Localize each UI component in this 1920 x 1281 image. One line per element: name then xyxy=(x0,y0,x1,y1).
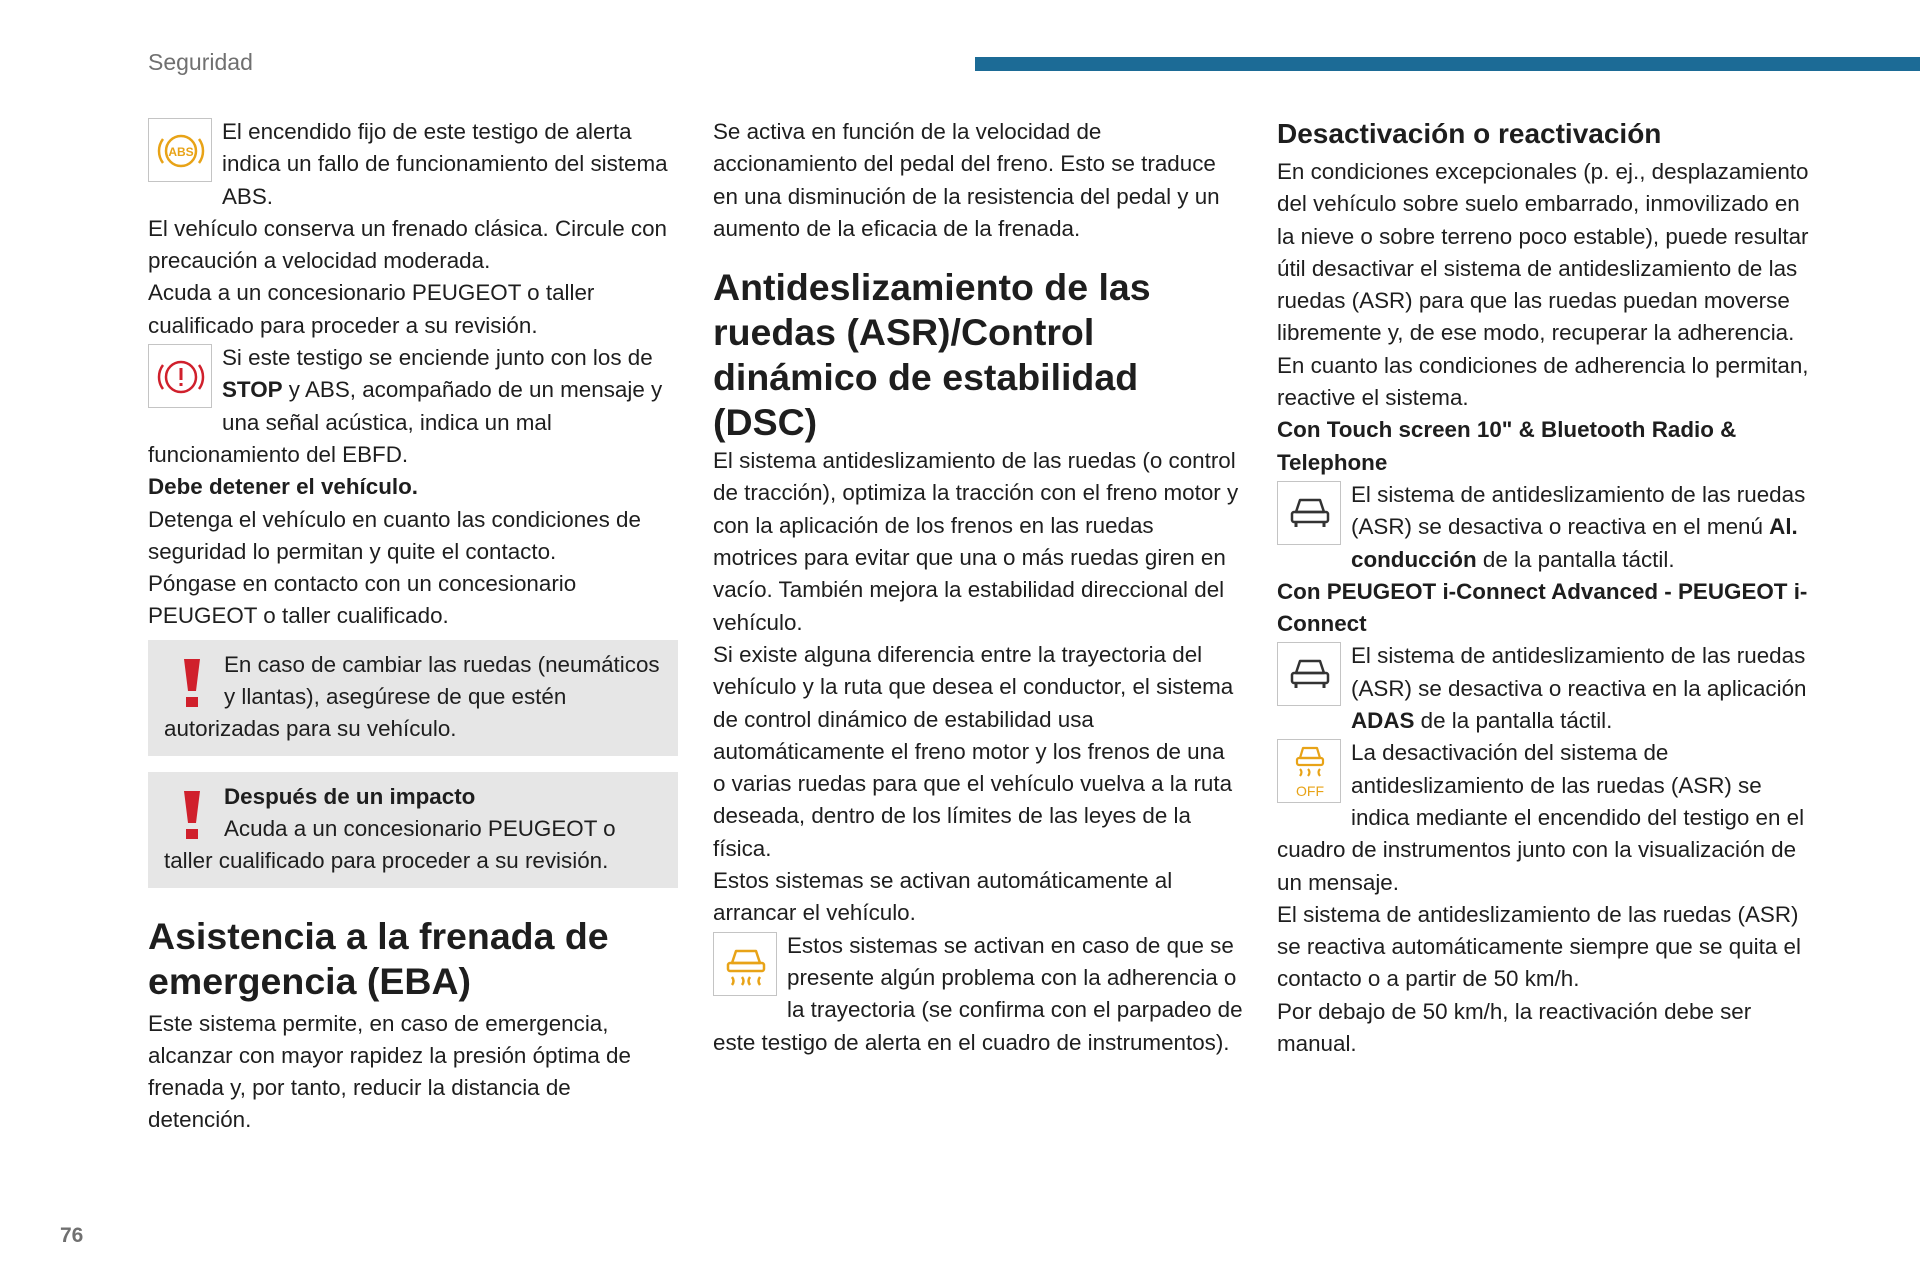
abs-paragraph-3: Acuda a un concesionario PEUGEOT o taller cualificado para proceder a su revisión. xyxy=(148,280,595,338)
touchscreen-subheading: Con Touch screen 10" & Bluetooth Radio & Telephone xyxy=(1277,417,1737,475)
header-accent-bar xyxy=(975,57,1920,71)
page-number: 76 xyxy=(60,1224,84,1247)
abs-paragraph-2: El vehículo conserva un frenado clásica. Circule con precaución a velocidad moderada. xyxy=(148,215,667,274)
column-3 xyxy=(1277,116,1817,1060)
ebfd-paragraph-3: Póngase en contacto con un concesionario PEUGEOT o taller cualificado. xyxy=(148,571,577,629)
deactivation-paragraph-2: En cuanto las condiciones de adherencia lo permitan, reactive el sistema. xyxy=(1277,352,1809,411)
asr-heading: Antideslizamiento de las ruedas (ASR)/Control dinámico de estabilidad (DSC) xyxy=(713,266,1151,444)
ebfd-stop-instruction: Debe detener el vehículo. xyxy=(148,474,419,500)
asr-paragraph-1: El sistema antideslizamiento de las ruedas (o control de tracción), optimiza la tracción con el freno motor y con la aplicación de los frenos en las ruedas motrices para evitar que una o más ruedas giren en vacío. También mejora la estabilidad direccional del vehículo. xyxy=(713,448,1239,635)
off-indicator-paragraph: La desactivación del sistema de antideslizamiento de las ruedas (ASR) se indica mediante el encendido del testigo en el cuadro de instrumentos junto con la visualización de un mensaje. xyxy=(1277,740,1805,895)
abs-warning-icon xyxy=(148,118,212,182)
abs-paragraph-1: El encendido fijo de este testigo de alerta indica un fallo de funcionamiento del sistema ABS. xyxy=(222,119,668,209)
warning-wheels-text: En caso de cambiar las ruedas (neumáticos y llantas), asegúrese de que estén autorizadas para su vehículo. xyxy=(164,651,660,742)
traction-off-icon xyxy=(1277,739,1341,803)
eba-heading: Asistencia a la frenada de emergencia (EBA) xyxy=(148,914,609,1002)
asr-paragraph-3: Estos sistemas se activan automáticamente al arrancar el vehículo. xyxy=(713,868,1173,926)
car-settings-icon xyxy=(1277,642,1341,706)
reactivation-paragraph-2: Por debajo de 50 km/h, la reactivación debe ser manual. xyxy=(1277,998,1752,1057)
exclamation-icon xyxy=(174,787,210,845)
column-2 xyxy=(713,116,1243,1059)
asr-paragraph-4: Estos sistemas se activan en caso de que se presente algún problema con la adherencia o la trayectoria (se confirma con el parpadeo de este testigo de alerta en el cuadro de instrumentos). xyxy=(713,932,1243,1055)
off-icon-label: OFF xyxy=(1296,783,1324,800)
exclamation-icon xyxy=(174,655,210,713)
deactivation-heading: Desactivación o reactivación xyxy=(1277,118,1662,149)
touchscreen-paragraph: El sistema de antideslizamiento de las ruedas (ASR) se desactiva o reactiva en el menú Al. conducción de la pantalla táctil. xyxy=(1351,481,1806,572)
eba-paragraph: Este sistema permite, en caso de emergencia, alcanzar con mayor rapidez la presión óptima de frenada y, por tanto, reducir la distancia de detención. xyxy=(148,1010,631,1133)
reactivation-paragraph-1: El sistema de antideslizamiento de las ruedas (ASR) se reactiva automáticamente siempre que se quita el contacto o a partir de 50 km/h. xyxy=(1277,901,1801,992)
iconnect-paragraph: El sistema de antideslizamiento de las ruedas (ASR) se desactiva o reactiva en la aplicación ADAS de la pantalla táctil. xyxy=(1351,643,1807,734)
brake-failure-icon xyxy=(148,344,212,408)
header-section-title: Seguridad xyxy=(148,49,253,75)
warning-box-impact xyxy=(148,772,678,888)
warning-box-wheels xyxy=(148,640,678,756)
traction-control-icon xyxy=(713,932,777,996)
warning-impact-title: Después de un impacto xyxy=(224,783,476,809)
deactivation-paragraph-1: En condiciones excepcionales (p. ej., desplazamiento del vehículo sobre suelo embarrado, inmovilizado en la nieve o sobre terreno poco estable), puede resultar útil desactivar el sistema de antideslizamiento de las ruedas (ASR) para que las ruedas puedan moverse libremente y, de ese modo, recuperar la adherencia. xyxy=(1277,159,1809,346)
eba-continuation: Se activa en función de la velocidad de accionamiento del pedal del freno. Esto se traduce en una disminución de la resistencia del pedal y un aumento de la eficacia de la frenada. xyxy=(713,119,1220,241)
iconnect-subheading: Con PEUGEOT i-Connect Advanced - PEUGEOT i-Connect xyxy=(1277,578,1808,637)
abs-icon-label: ABS xyxy=(168,145,194,159)
car-settings-icon xyxy=(1277,481,1341,545)
warning-impact-text: Acuda a un concesionario PEUGEOT o taller cualificado para proceder a su revisión. xyxy=(164,815,616,874)
ebfd-paragraph-1: Si este testigo se enciende junto con los de STOP y ABS, acompañado de un mensaje y una señal acústica, indica un mal funcionamiento del EBFD. xyxy=(148,345,663,467)
asr-paragraph-2: Si existe alguna diferencia entre la trayectoria del vehículo y la ruta que desea el conductor, el sistema de control dinámico de estabilidad usa automáticamente el freno motor y los frenos de una o varias ruedas para que el vehículo vuelva a la ruta deseada, dentro de los límites de las leyes de la física. xyxy=(713,641,1234,861)
column-1 xyxy=(148,116,678,1137)
ebfd-paragraph-2: Detenga el vehículo en cuanto las condiciones de seguridad lo permitan y quite el contacto. xyxy=(148,506,641,564)
